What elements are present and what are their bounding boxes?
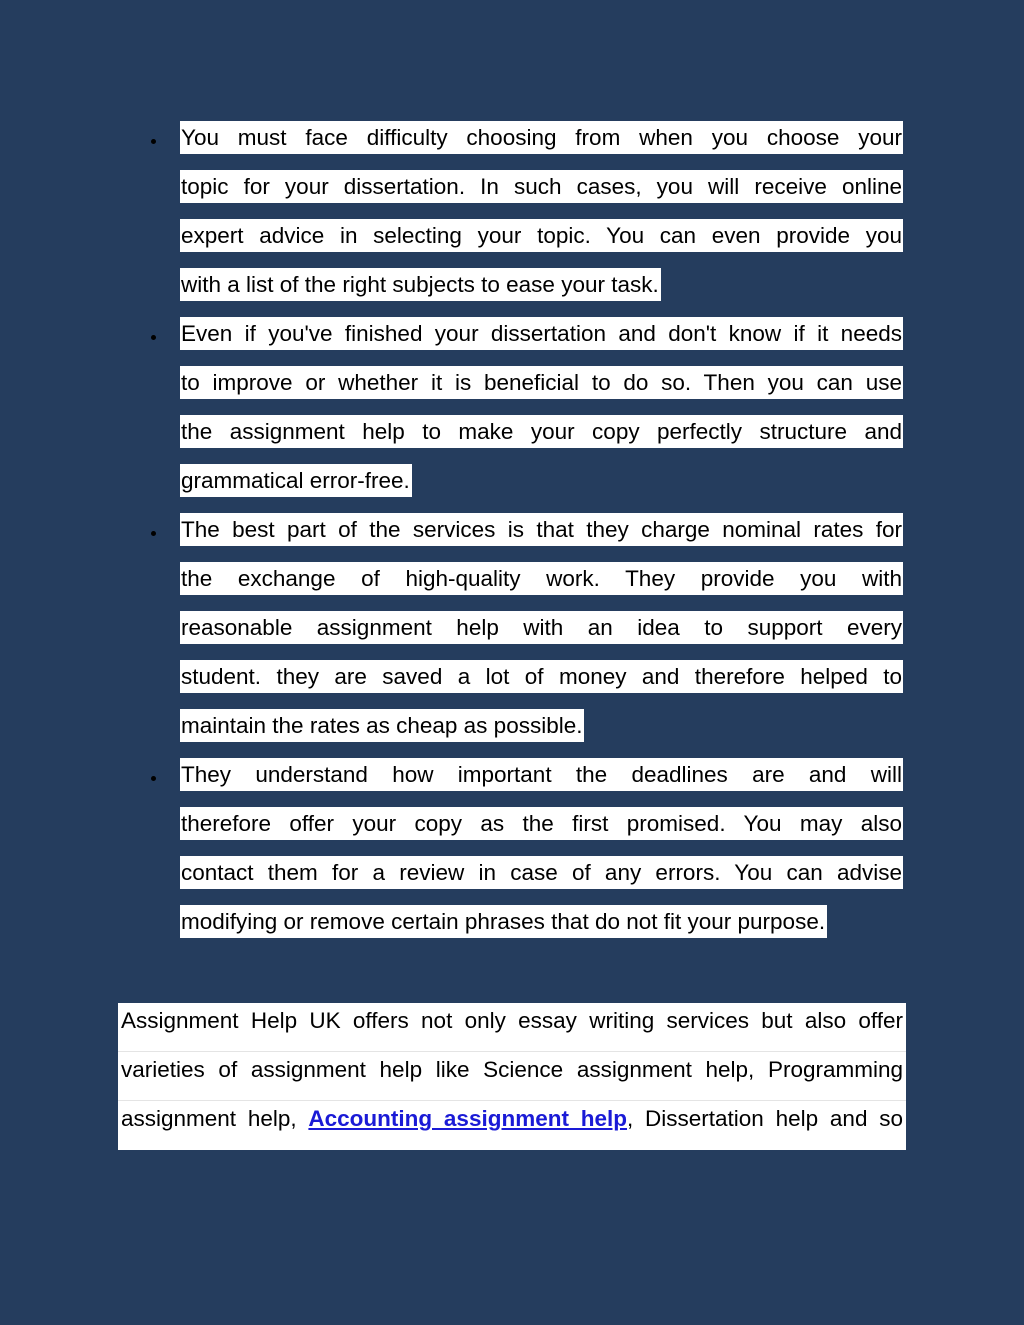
bullet-marker [149,137,159,147]
paragraph-line-3-end: , Dissertation help and so [627,1106,903,1131]
bullet-3-line-4: student. they are saved a lot of money and therefore helped to [180,660,903,693]
paragraph-line-3-start: assignment help, [121,1106,309,1131]
bullet-3-line-3: reasonable assignment help with an idea to support every [180,611,903,644]
paragraph-line-3 [121,1102,903,1136]
bullet-2-line-2: to improve or whether it is beneficial to do so. Then you can use [180,366,903,399]
bullet-1-line-2: topic for your dissertation. In such cases, you will receive online [180,170,903,203]
bullet-3-line-1: The best part of the services is that they charge nominal rates for [180,513,903,546]
bullet-4-line-1: They understand how important the deadlines are and will [180,758,903,791]
bullet-4-line-2: therefore offer your copy as the first promised. You may also [180,807,903,840]
bullet-2-line-4: grammatical error-free. [180,464,412,497]
accounting-assignment-help-link[interactable]: Accounting assignment help [308,1106,627,1131]
bullet-2-line-3: the assignment help to make your copy perfectly structure and [180,415,903,448]
bullet-1-line-3: expert advice in selecting your topic. You can even provide you [180,219,903,252]
line-divider [118,1051,906,1052]
paragraph-line-1: Assignment Help UK offers not only essay writing services but also offer [121,1008,903,1033]
bullet-4-line-4: modifying or remove certain phrases that do not fit your purpose. [180,905,827,938]
bullet-marker [149,529,159,539]
bullet-marker [149,774,159,784]
bullet-marker [149,333,159,343]
bullet-3-line-2: the exchange of high-quality work. They provide you with [180,562,903,595]
bullet-1-line-1: You must face difficulty choosing from when you choose your [180,121,903,154]
line-divider [118,1100,906,1101]
bullet-2-line-1: Even if you've finished your dissertation and don't know if it needs [180,317,903,350]
bullet-1-line-4: with a list of the right subjects to ease your task. [180,268,661,301]
bullet-3-line-5: maintain the rates as cheap as possible. [180,709,584,742]
paragraph-line-2: varieties of assignment help like Science assignment help, Programming [121,1057,903,1082]
bullet-4-line-3: contact them for a review in case of any errors. You can advise [180,856,903,889]
